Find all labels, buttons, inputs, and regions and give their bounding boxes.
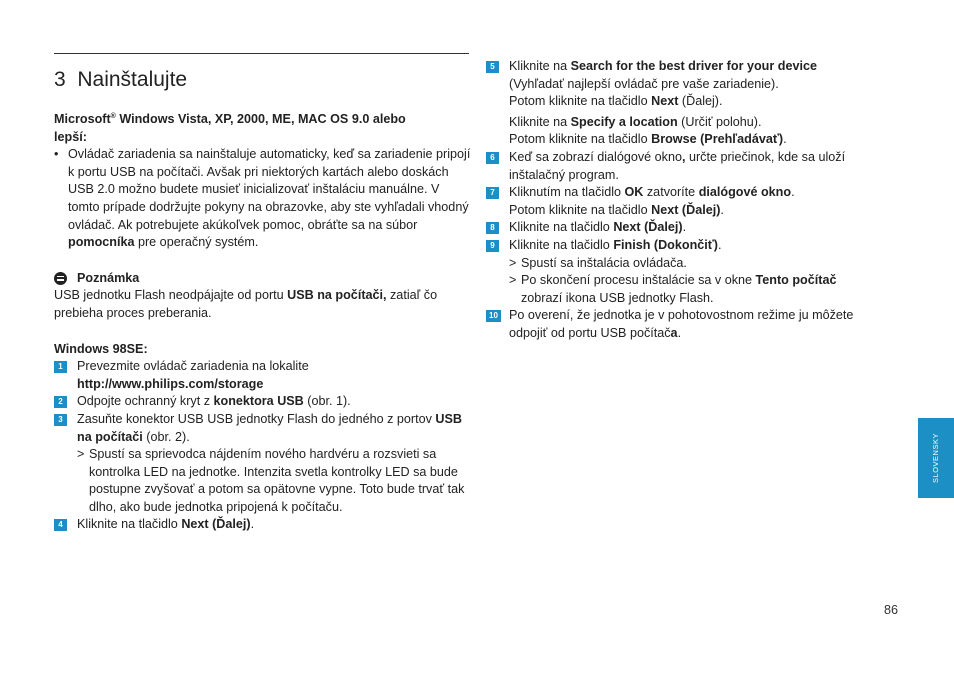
step-6: 6 Keď sa zobrazí dialógové okno, určte priečinok, kde sa uloží inštalačný program.: [486, 149, 866, 184]
step-7: 7 Kliknutím na tlačidlo OK zatvoríte dialógové okno. Potom kliknite na tlačidlo Next (Ďalej).: [486, 184, 866, 219]
step-3-result: > Spustí sa sprievodca nájdením nového hardvéru a rozsvieti sa kontrolka LED na jednotke. Intenzita svetla kontrolky LED sa bude postupne zvyšovať a potom sa opätovne vypne. Toto bude trvať tak dlho, ako bude jednotka pripojená k počítaču.: [77, 447, 465, 514]
step-2: 2 Odpojte ochranný kryt z konektora USB (obr. 1).: [54, 393, 472, 411]
step-3: 3 Zasuňte konektor USB USB jednotky Flash do jedného z portov USB na počítači (obr. 2).: [54, 411, 472, 446]
bullet-item: • Ovládač zariadenia sa nainštaluje automaticky, keď sa zariadenie pripojí k portu USB na počítači. Avšak pri niektorých kartách alebo doskách USB 2.0 možno budete musieť inicializovať inštaláciu manuálne. V tomto prípade dodržujte pokyny na obrazovke, aby ste vyhľadali vhodný ovládač. Ak potrebujete akúkoľvek pomoc, obráťte sa na súbor pomocníka pre operačný systém.: [54, 147, 471, 250]
step-4: 4 Kliknite na tlačidlo Next (Ďalej).: [54, 516, 472, 534]
os-heading: Microsoft® Windows Vista, XP, 2000, ME, MAC OS 9.0 alebo lepší:: [54, 112, 406, 144]
section-title: 3 Nainštalujte: [54, 68, 188, 91]
step-8: 8 Kliknite na tlačidlo Next (Ďalej).: [486, 219, 866, 237]
note-text: USB jednotku Flash neodpájajte od portu USB na počítači, zatiaľ čo prebieha proces preberania.: [54, 288, 438, 320]
step-5-alt: Kliknite na Specify a location (Určiť polohu). Potom kliknite na tlačidlo Browse (Prehľadávať).: [509, 114, 787, 147]
step-5: 5 Kliknite na Search for the best driver for your device (Vyhľadať najlepší ovládač pre vaše zariadenie). Potom kliknite na tlačidlo Next (Ďalej).: [486, 58, 866, 111]
note-icon: [54, 272, 67, 285]
step-9: 9 Kliknite na tlačidlo Finish (Dokončiť).: [486, 237, 866, 255]
right-column: [486, 58, 866, 343]
step-9-result-2: > Po skončení procesu inštalácie sa v okne Tento počítač zobrazí ikona USB jednotky Flash.: [509, 273, 837, 305]
step-10: 10 Po overení, že jednotka je v pohotovostnom režime ju môžete odpojiť od portu USB počítača.: [486, 307, 866, 342]
language-tab: SLOVENSKY: [918, 418, 954, 498]
download-url[interactable]: http://www.philips.com/storage: [77, 376, 264, 391]
top-rule: [54, 53, 469, 54]
win98-heading: Windows 98SE:: [54, 341, 148, 356]
page-number: 86: [884, 603, 899, 617]
left-column: [54, 111, 472, 534]
step-9-result-1: > Spustí sa inštalácia ovládača.: [509, 255, 687, 270]
note-heading: Poznámka: [54, 270, 472, 288]
step-1: 1 Prevezmite ovládač zariadenia na lokalite http://www.philips.com/storage: [54, 358, 472, 393]
